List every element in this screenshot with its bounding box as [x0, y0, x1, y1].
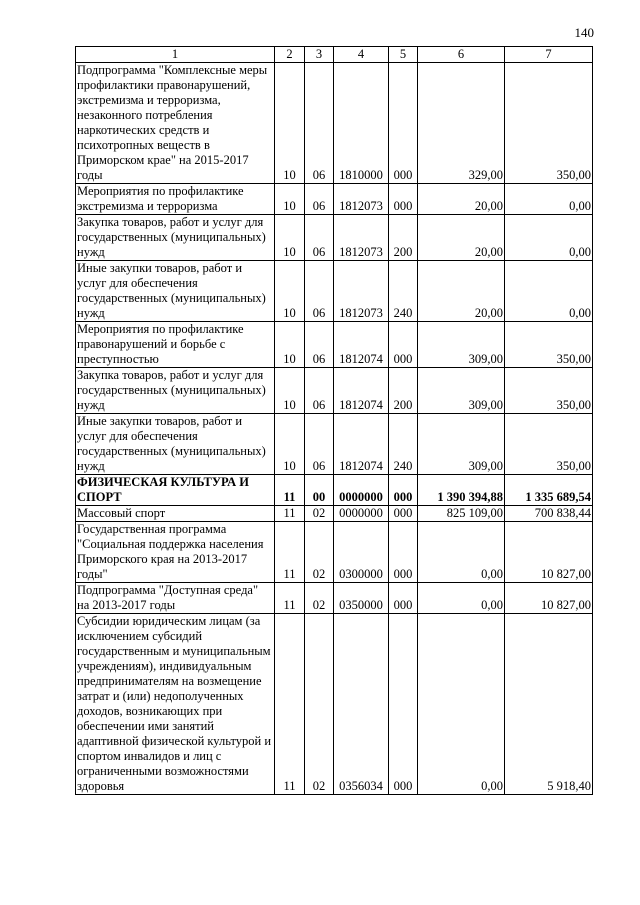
- row-section-cell: 11: [275, 506, 305, 522]
- table-header-row: [76, 47, 593, 63]
- table-body: [76, 63, 593, 795]
- row-expense-type-cell: 000: [389, 614, 418, 795]
- row-amount-1-cell: 0,00: [418, 583, 505, 614]
- row-amount-1-cell: 309,00: [418, 368, 505, 414]
- row-expense-type-cell: 000: [389, 506, 418, 522]
- row-target-article-cell: 0356034: [334, 614, 389, 795]
- row-amount-2-cell: 10 827,00: [505, 522, 593, 583]
- table-row: [76, 261, 593, 322]
- row-expense-type-cell: 000: [389, 522, 418, 583]
- row-amount-2-cell: 0,00: [505, 184, 593, 215]
- row-subsection-cell: 02: [305, 614, 334, 795]
- row-amount-1-cell: 0,00: [418, 522, 505, 583]
- table-row: [76, 522, 593, 583]
- column-header-subsection: 3: [305, 47, 334, 63]
- row-section-cell: 11: [275, 522, 305, 583]
- row-expense-type-cell: 200: [389, 368, 418, 414]
- row-section-cell: 11: [275, 583, 305, 614]
- row-amount-1-cell: 309,00: [418, 414, 505, 475]
- row-amount-1-cell: 309,00: [418, 322, 505, 368]
- row-amount-1-cell: 20,00: [418, 215, 505, 261]
- column-header-target-article: 4: [334, 47, 389, 63]
- row-target-article-cell: 1812074: [334, 414, 389, 475]
- column-header-amount-1: 6: [418, 47, 505, 63]
- row-name-cell: Иные закупки товаров, работ и услуг для обеспечения государственных (муниципальных) нужд: [76, 414, 275, 475]
- row-target-article-cell: 0000000: [334, 506, 389, 522]
- table-row: [76, 614, 593, 795]
- table-row: [76, 322, 593, 368]
- table-row: [76, 368, 593, 414]
- row-section-cell: 10: [275, 184, 305, 215]
- row-name-cell: Закупка товаров, работ и услуг для государственных (муниципальных) нужд: [76, 368, 275, 414]
- row-amount-1-cell: 1 390 394,88: [418, 475, 505, 506]
- row-subsection-cell: 06: [305, 261, 334, 322]
- row-amount-1-cell: 0,00: [418, 614, 505, 795]
- row-target-article-cell: 1812073: [334, 261, 389, 322]
- row-target-article-cell: 1812074: [334, 368, 389, 414]
- row-name-cell: Закупка товаров, работ и услуг для государственных (муниципальных) нужд: [76, 215, 275, 261]
- row-amount-1-cell: 329,00: [418, 63, 505, 184]
- row-subsection-cell: 06: [305, 63, 334, 184]
- row-amount-2-cell: 0,00: [505, 261, 593, 322]
- row-section-cell: 10: [275, 261, 305, 322]
- column-header-section: 2: [275, 47, 305, 63]
- row-section-cell: 11: [275, 614, 305, 795]
- row-subsection-cell: 06: [305, 215, 334, 261]
- row-name-cell: Массовый спорт: [76, 506, 275, 522]
- row-name-cell: Иные закупки товаров, работ и услуг для обеспечения государственных (муниципальных) нужд: [76, 261, 275, 322]
- row-name-cell: Подпрограмма "Комплексные меры профилактики правонарушений, экстремизма и терроризма, незаконного потребления наркотических средств и психотропных веществ в Приморском крае" на 2015-2017 годы: [76, 63, 275, 184]
- row-section-cell: 10: [275, 322, 305, 368]
- row-amount-2-cell: 350,00: [505, 63, 593, 184]
- table-row: [76, 414, 593, 475]
- row-expense-type-cell: 000: [389, 322, 418, 368]
- row-name-cell: Мероприятия по профилактике правонарушений и борьбе с преступностью: [76, 322, 275, 368]
- row-amount-2-cell: 0,00: [505, 215, 593, 261]
- row-amount-2-cell: 350,00: [505, 368, 593, 414]
- row-name-cell: Подпрограмма "Доступная среда" на 2013-2017 годы: [76, 583, 275, 614]
- row-target-article-cell: 0350000: [334, 583, 389, 614]
- table-row: [76, 475, 593, 506]
- row-subsection-cell: 02: [305, 583, 334, 614]
- row-name-cell: Субсидии юридическим лицам (за исключением субсидий государственным и муниципальным учреждениям), индивидуальным предпринимателям на возмещение затрат и (или) недополученных доходов, возникающих при обеспечении ими занятий адаптивной физической культурой и спортом инвалидов и лиц с ограниченными возможностями здоровья: [76, 614, 275, 795]
- row-name-cell: ФИЗИЧЕСКАЯ КУЛЬТУРА И СПОРТ: [76, 475, 275, 506]
- row-section-cell: 11: [275, 475, 305, 506]
- row-amount-2-cell: 5 918,40: [505, 614, 593, 795]
- row-subsection-cell: 06: [305, 184, 334, 215]
- row-section-cell: 10: [275, 63, 305, 184]
- column-header-amount-2: 7: [505, 47, 593, 63]
- row-target-article-cell: 0000000: [334, 475, 389, 506]
- row-amount-2-cell: 350,00: [505, 322, 593, 368]
- row-subsection-cell: 02: [305, 506, 334, 522]
- row-expense-type-cell: 000: [389, 63, 418, 184]
- row-subsection-cell: 06: [305, 368, 334, 414]
- table-row: [76, 215, 593, 261]
- row-expense-type-cell: 000: [389, 475, 418, 506]
- table-row: [76, 583, 593, 614]
- row-amount-2-cell: 350,00: [505, 414, 593, 475]
- row-name-cell: Мероприятия по профилактике экстремизма и терроризма: [76, 184, 275, 215]
- column-header-name: 1: [76, 47, 275, 63]
- row-section-cell: 10: [275, 414, 305, 475]
- row-target-article-cell: 1812073: [334, 215, 389, 261]
- row-subsection-cell: 00: [305, 475, 334, 506]
- budget-table: [75, 46, 593, 795]
- row-amount-1-cell: 20,00: [418, 184, 505, 215]
- row-amount-2-cell: 700 838,44: [505, 506, 593, 522]
- column-header-expense-type: 5: [389, 47, 418, 63]
- table-row: [76, 184, 593, 215]
- row-section-cell: 10: [275, 368, 305, 414]
- row-expense-type-cell: 200: [389, 215, 418, 261]
- row-target-article-cell: 1810000: [334, 63, 389, 184]
- table-row: [76, 63, 593, 184]
- row-amount-2-cell: 1 335 689,54: [505, 475, 593, 506]
- table-row: [76, 506, 593, 522]
- row-name-cell: Государственная программа "Социальная поддержка населения Приморского края на 2013-2017 годы": [76, 522, 275, 583]
- row-target-article-cell: 1812074: [334, 322, 389, 368]
- row-amount-1-cell: 20,00: [418, 261, 505, 322]
- row-amount-1-cell: 825 109,00: [418, 506, 505, 522]
- row-target-article-cell: 1812073: [334, 184, 389, 215]
- row-expense-type-cell: 240: [389, 261, 418, 322]
- row-subsection-cell: 06: [305, 414, 334, 475]
- row-expense-type-cell: 000: [389, 583, 418, 614]
- row-expense-type-cell: 000: [389, 184, 418, 215]
- row-expense-type-cell: 240: [389, 414, 418, 475]
- row-section-cell: 10: [275, 215, 305, 261]
- page-number: 140: [574, 25, 594, 40]
- row-subsection-cell: 06: [305, 322, 334, 368]
- row-target-article-cell: 0300000: [334, 522, 389, 583]
- row-amount-2-cell: 10 827,00: [505, 583, 593, 614]
- row-subsection-cell: 02: [305, 522, 334, 583]
